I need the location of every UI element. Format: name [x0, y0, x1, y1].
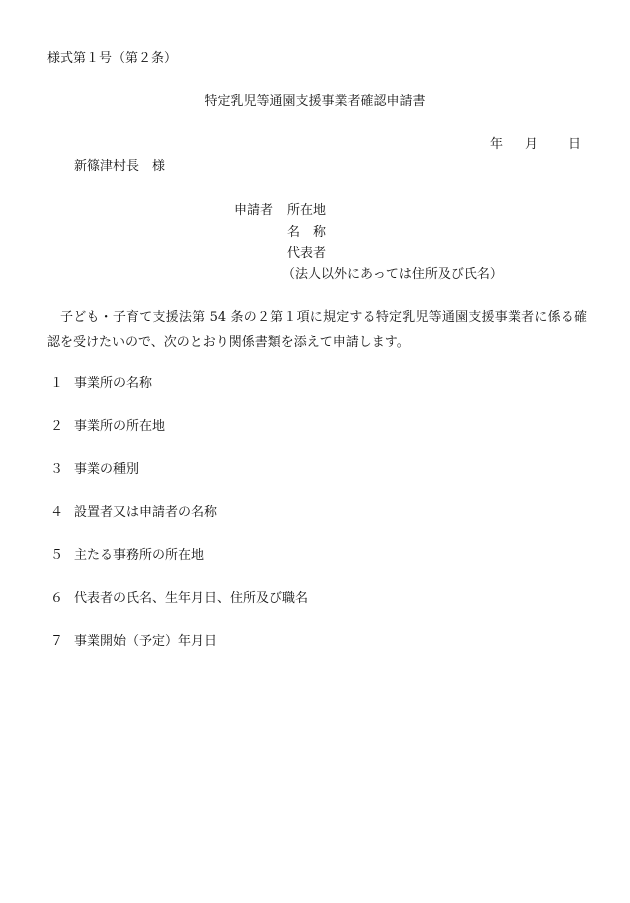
date-month-label: 月: [525, 137, 539, 152]
date-line: [490, 138, 581, 151]
list-item-number: ７: [50, 634, 64, 649]
list-item: [50, 463, 139, 476]
addressee: 新篠津村長 様: [74, 159, 166, 174]
date-year-label: 年: [490, 137, 504, 152]
form-number: 様式第１号（第２条）: [47, 51, 178, 66]
list-item-number: ２: [50, 419, 64, 434]
list-item-label: 代表者の氏名、生年月日、住所及び職名: [74, 591, 309, 606]
list-item-number: ６: [50, 591, 64, 606]
list-item-label: 事業開始（予定）年月日: [74, 634, 218, 649]
applicant-note: （法人以外にあっては住所及び氏名）: [282, 267, 503, 282]
applicant-label: 申請者: [234, 203, 274, 218]
list-item: [50, 420, 165, 433]
list-item-number: ４: [50, 505, 64, 520]
list-item: [50, 592, 308, 605]
list-item: [50, 377, 152, 390]
list-item-label: 主たる事務所の所在地: [74, 548, 205, 563]
list-item-number: ５: [50, 548, 64, 563]
list-item: [50, 506, 217, 519]
list-item-label: 事業の種別: [74, 462, 140, 477]
date-day-label: 日: [568, 137, 582, 152]
application-body-text: 子ども・子育て支援法第 54 条の２第１項に規定する特定乳児等通園支援事業者に係る確認を受けたいので、次のとおり関係書類を添えて申請します。: [47, 310, 587, 350]
list-item-number: １: [50, 376, 64, 391]
applicant-representative-label: 代表者: [287, 246, 327, 261]
list-item-label: 事業所の所在地: [74, 419, 166, 434]
applicant-address-label: 所在地: [287, 203, 327, 218]
list-item-label: 事業所の名称: [74, 376, 153, 391]
applicant-name-label: 名 称: [287, 225, 327, 240]
list-item: [50, 635, 217, 648]
list-item-label: 設置者又は申請者の名称: [74, 505, 218, 520]
document-title: 特定乳児等通園支援事業者確認申請書: [204, 94, 426, 109]
list-item-number: ３: [50, 462, 64, 477]
list-item: [50, 549, 204, 562]
